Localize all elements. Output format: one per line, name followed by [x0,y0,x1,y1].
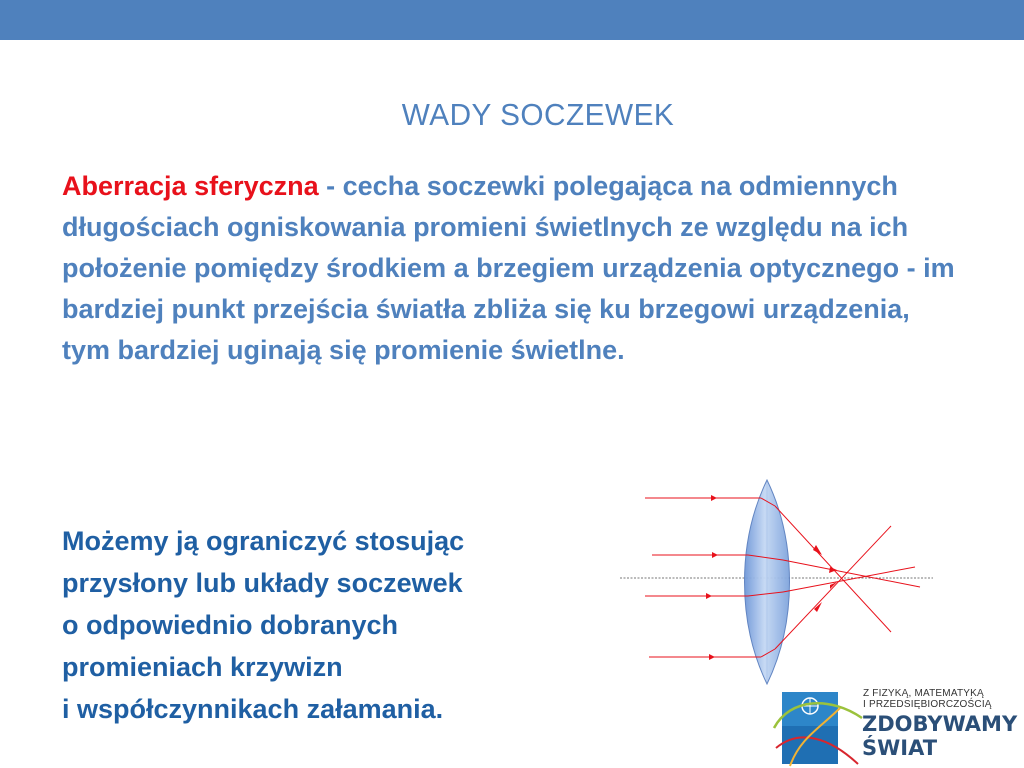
mitigation-line: i współczynnikach załamania. [62,694,444,724]
logo-wordmark [862,712,1017,760]
globe-emblem-icon [770,688,866,768]
mitigation-paragraph [62,520,602,730]
logo-wordmark-line: ZDOBYWAMY [862,712,1018,736]
mitigation-line: przysłony lub układy soczewek [62,568,463,598]
mitigation-line: promieniach krzywizn [62,652,343,682]
top-accent-bar [0,0,1024,40]
project-logo [770,688,1024,768]
logo-subtitle-line: Z FIZYKĄ, MATEMATYKĄ [863,688,984,699]
spherical-aberration-diagram [615,472,940,697]
slide-title: WADY SOCZEWEK [401,97,675,132]
logo-wordmark-line: ŚWIAT [862,736,938,760]
definition-text: - cecha soczewki polegająca na odmiennych długościach ogniskowania promieni świetlnych ze względu na ich położenie pomiędzy środkiem a brzegiem urządzenia optycznego - im bardziej punkt przejścia światła zbliża się ku brzegowi urządzenia, tym bardziej uginają się promienie świetlne. [62,171,955,365]
definition-paragraph [62,166,962,371]
refracted-ray [783,560,920,587]
logo-subtitle-line: I PRZEDSIĘBIORCZOŚCIĄ [863,699,992,710]
logo-subtitle [863,688,1023,710]
mitigation-line: o odpowiednio dobranych [62,610,398,640]
definition-term: Aberracja sferyczna [62,171,319,201]
mitigation-line: Możemy ją ograniczyć stosując [62,526,465,556]
refracted-ray [775,526,891,649]
